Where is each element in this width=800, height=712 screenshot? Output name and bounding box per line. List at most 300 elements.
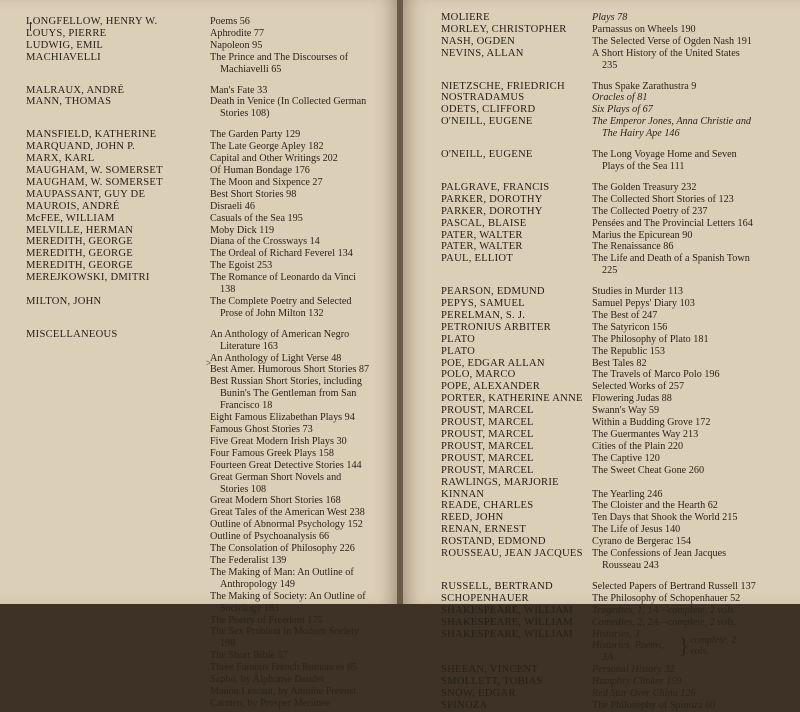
author-name: PERELMAN, S. J. [441,309,526,321]
entry-gap [26,76,397,85]
author-name: ODETS, CLIFFORD [441,104,536,116]
author-name: SPINOZA [441,699,488,711]
book-title: Studies in Murder 113 [592,286,684,298]
pencil-mark [30,22,35,31]
book-title: The Romance of Leonardo da Vinci 138 [210,272,357,296]
book-title: Great Tales of the American West 238 [210,507,365,519]
title-list [210,165,370,177]
author-name: NASH, OGDEN [441,35,515,47]
index-entry [441,676,800,688]
index-entry [441,358,800,370]
index-entry [26,189,397,201]
title-list [592,92,757,104]
index-entry [26,96,397,120]
index-entry [26,40,397,52]
index-entry [441,116,800,140]
book-title: Poems 56 [210,16,250,27]
author-name: MISCELLANEOUS [26,328,118,340]
title-list [592,116,757,140]
author-name: PEARSON, EDMUND [441,286,545,298]
book-title: The Cloister and the Hearth 62 [592,500,718,512]
title-list [592,429,757,441]
book-title: Plays 78 [592,12,628,23]
index-entry [441,182,800,194]
entry-gap [441,173,800,182]
title-list [592,149,757,173]
title-list [592,12,757,24]
title-list [210,141,370,153]
book-title: The Guermantes Way 213 [592,429,699,440]
author-name: REED, JOHN [441,512,504,524]
book-title: Red Star Over China 126 [592,688,696,700]
author-name: PASCAL, BLAISE [441,217,527,229]
index-entry [441,322,800,334]
index-entry [441,593,800,605]
book-title: The Philosophy of Schopenhauer 52 [592,592,741,604]
index-entry [26,153,397,165]
author-name: MEREDITH, GEORGE [26,248,133,260]
index-entry [441,149,800,173]
title-list [592,405,757,417]
book-title: The Selected Verse of Ogden Nash 191 [592,35,752,47]
index-entry [441,298,800,310]
index-entry [441,536,800,548]
author-name: NEVINS, ALLAN [441,47,524,59]
title-list [592,369,757,381]
title-list [592,688,757,700]
book-title: The Philosophy of Plato 181 [592,333,709,345]
book-title: Selected Works of 257 [592,381,685,393]
index-entry [441,405,800,417]
book-title: The Complete Poetry and Selected Prose of John Milton 132 [210,295,352,319]
author-name: PAUL, ELLIOT [441,253,514,265]
index-entry [26,329,397,710]
index-entry [441,92,800,104]
author-name: MEREDITH, GEORGE [26,236,133,248]
title-list [592,593,757,605]
index-entry [441,393,800,405]
brace-glyph: } [678,633,690,659]
brace-note: complete, 2 vols. [690,635,737,658]
title-list [592,524,757,536]
author-name: PROUST, MARCEL [441,440,534,452]
book-title: The Long Voyage Home and Seven Plays of the Sea 111 [592,149,737,172]
book-title: Best Russian Short Stories, including Bunin's The Gentleman from San Francisco 18 [210,376,362,412]
title-list [592,194,757,206]
author-name: KINNAN [441,488,485,500]
title-list [592,298,757,310]
index-entry [441,369,800,381]
right-page [403,0,800,711]
book-title: The Consolation of Philosophy 226 [210,543,355,555]
title-list [592,182,757,194]
title-list [592,617,757,629]
title-list [592,605,757,617]
author-name: PROUST, MARCEL [441,464,534,476]
title-list [592,500,757,512]
title-list [592,358,757,370]
book-title: Outline of Psychoanalysis 66 [210,531,330,543]
entry-gap [26,320,397,329]
title-list [592,381,757,393]
book-title: An Anthology of Light Verse 48 [210,352,342,364]
author-name: MANN, THOMAS [26,96,112,108]
book-title: Comedies, 2, 2A—complete, 2 vols. [592,616,737,628]
index-entry [26,201,397,213]
index-entry [26,260,397,272]
book-title: Tragedies, 1, 1A—complete, 2 vols. [592,604,737,616]
book-title: The Moon and Sixpence 27 [210,176,323,188]
index-entry [441,417,800,429]
index-entry [441,441,800,453]
book-title: Ten Days that Shook the World 215 [592,512,738,524]
book-title: Manon Lescaut, by Antoine Prevost [210,685,357,697]
book-title: The Emperor Jones, Anna Christie and The Hairy Ape 146 [592,116,752,140]
title-list [592,581,757,593]
title-list [592,286,757,298]
book-title: Moby Dick 119 [210,224,275,236]
author-name: ROUSSEAU, JEAN JACQUES [441,548,583,560]
index-entry [441,310,800,322]
index-entry [441,688,800,700]
author-name: MALRAUX, ANDRÉ [26,84,125,96]
title-list [592,441,757,453]
author-name: PROUST, MARCEL [441,405,534,417]
left-page [0,0,397,709]
author-name: MAUPASSANT, GUY DE [26,188,146,200]
title-list [592,393,757,405]
title-list [210,16,370,28]
author-name: LOUYS, PIERRE [26,27,107,39]
index-entry [441,334,800,346]
index-entry [26,85,397,97]
title-list [210,28,370,40]
index-entry [441,253,800,277]
index-entry [441,429,800,441]
book-title: Fourteen Great Detective Stories 144 [210,459,362,471]
title-list [210,189,370,201]
book-title: The Confessions of Jean Jacques Rousseau 243 [592,548,727,571]
index-entry [441,24,800,36]
author-name: MARX, KARL [26,153,95,165]
index-entry [26,296,397,320]
title-list [592,629,757,665]
book-title: Selected Papers of Bertrand Russell 137 [592,580,756,592]
book-title: Three Famous French Romances 85 [210,662,358,674]
title-list [592,453,757,465]
book-title: Histories, 3 [592,628,640,640]
book-title: The Philosophy of Spinoza 60 [592,699,716,711]
title-list [210,329,370,710]
title-list [592,230,757,242]
right-index-list [441,12,800,712]
book-title: Disraeli 46 [210,200,255,212]
book-title: Five Great Modern Irish Plays 30 [210,435,347,447]
index-entry [26,236,397,248]
index-entry [441,629,800,665]
title-list [210,153,370,165]
author-name: POLO, MARCO [441,369,516,381]
title-list [592,676,757,688]
index-entry [441,581,800,593]
index-entry [441,617,800,629]
author-name: MAUROIS, ANDRÉ [26,200,120,212]
index-entry [441,453,800,465]
book-title: The Life of Jesus 140 [592,524,681,536]
author-name: MAUGHAM, W. SOMERSET [26,164,163,176]
title-list [210,177,370,189]
author-name: ROSTAND, EDMOND [441,536,546,548]
index-entry [441,477,800,489]
index-entry [441,194,800,206]
title-list [592,465,757,477]
book-title: Death in Venice (In Collected German Stories 108) [210,96,367,120]
title-list [592,322,757,334]
author-name: O'NEILL, EUGENE [441,149,533,161]
title-list [210,52,370,76]
index-entry [441,524,800,536]
index-entry [26,52,397,76]
author-name: MILTON, JOHN [26,295,102,307]
book-title: Within a Budding Grove 172 [592,417,711,429]
index-entry [441,230,800,242]
book-title: The Collected Short Stories of 123 [592,193,734,205]
entry-gap [441,277,800,286]
index-entry [441,48,800,72]
author-name: PEPYS, SAMUEL [441,298,525,310]
author-name: MEREJKOWSKI, DMITRI [26,272,150,284]
index-entry [441,548,800,572]
index-entry [441,700,800,712]
book-title: Humphry Clinker 159 [592,676,682,688]
author-name: RAWLINGS, MARJORIE [441,476,559,488]
title-list [210,272,370,296]
index-entry [26,248,397,260]
author-name: SHAKESPEARE, WILLIAM [441,616,573,628]
book-title: The Renaissance 86 [592,241,674,253]
author-name: PLATO [441,345,476,357]
entry-gap [441,72,800,81]
title-list [210,296,370,320]
book-title: Histories, Poems, 3A [592,640,665,664]
book-title: Outline of Abnormal Psychology 152 [210,519,363,531]
title-list [210,260,370,272]
book-title: Samuel Pepys' Diary 103 [592,298,695,310]
book-title: The Federalist 139 [210,554,287,566]
title-list [592,548,757,572]
title-list [210,40,370,52]
book-title: Carmen, by Prosper Merimee [210,697,331,709]
author-name: PROUST, MARCEL [441,452,534,464]
book-title: The Garden Party 129 [210,129,301,141]
author-name: PLATO [441,333,476,345]
author-name: NIETZSCHE, FRIEDRICH [441,80,565,92]
book-title: The Collected Poetry of 237 [592,205,708,217]
title-list [592,417,757,429]
margin-arrow-mark: > [206,358,212,368]
index-entry [441,81,800,93]
left-index-list [26,16,397,710]
title-list [592,700,757,712]
title-list [592,536,757,548]
book-title: Oracles of 81 [592,92,648,104]
index-entry [26,28,397,40]
author-name: READE, CHARLES [441,500,534,512]
book-title: The Satyricon 156 [592,321,668,333]
book-title: Parnassus on Wheels 190 [592,23,696,35]
author-name: PORTER, KATHERINE ANNE [441,393,583,405]
title-list [592,241,757,253]
title-list [592,346,757,358]
author-name: SNOW, EDGAR [441,688,516,700]
author-name: SMOLLETT, TOBIAS [441,676,543,688]
book-title: Personal History 32 [592,664,675,676]
book-title: Four Famous Greek Plays 158 [210,447,334,459]
author-name: PETRONIUS ARBITER [441,321,551,333]
book-title: Flowering Judas 88 [592,393,672,405]
author-name: LUDWIG, EMIL [26,39,104,51]
book-title: Great Modern Short Stories 168 [210,495,341,507]
entry-gap [26,120,397,129]
author-name: SHEEAN, VINCENT [441,664,539,676]
title-list [592,206,757,218]
index-entry [441,381,800,393]
author-name: POE, EDGAR ALLAN [441,357,545,369]
book-title: The Short Bible 57 [210,650,288,662]
book-title: The Sweet Cheat Gone 260 [592,464,705,476]
book-title: Pensées and The Provincial Letters 164 [592,217,753,229]
title-list [592,104,757,116]
author-name: MARQUAND, JOHN P. [26,141,136,153]
author-name: PATER, WALTER [441,241,523,253]
index-entry [26,16,397,28]
book-title: The Prince and The Discourses of Machiavelli 65 [210,51,349,75]
title-list [210,213,370,225]
index-entry [26,225,397,237]
author-name: SCHOPENHAUER [441,592,529,604]
book-title: Capital and Other Writings 202 [210,153,338,165]
book-title: The Yearling 246 [592,488,663,500]
title-list [592,334,757,346]
index-entry [441,286,800,298]
index-entry [441,489,800,501]
index-entry [441,12,800,24]
book-title: Man's Fate 33 [210,84,268,96]
entry-gap [441,140,800,149]
title-list [210,225,370,237]
title-list [210,201,370,213]
book-title: The Egoist 253 [210,260,273,272]
index-entry [26,177,397,189]
author-name: MACHIAVELLI [26,51,101,63]
book-title: An Anthology of American Negro Literature 163 [210,328,350,352]
title-list [210,129,370,141]
book-title: Napoleon 95 [210,39,263,51]
book-title: A Short History of the United States 235 [592,47,740,71]
index-entry [441,465,800,477]
book-title: Of Human Bondage 176 [210,164,310,176]
title-list [592,36,757,48]
title-list [592,253,757,277]
book-title: Eight Famous Elizabethan Plays 94 [210,412,355,424]
author-name: SHAKESPEARE, WILLIAM [441,628,573,640]
index-entry [26,272,397,296]
book-title: The Republic 153 [592,345,665,357]
author-name: PROUST, MARCEL [441,429,534,440]
index-entry [441,218,800,230]
index-entry [441,36,800,48]
author-name: NOSTRADAMUS [441,92,525,104]
author-name: MANSFIELD, KATHERINE [26,129,157,141]
author-name: RUSSELL, BERTRAND [441,580,553,592]
book-title: The Travels of Marco Polo 196 [592,369,720,381]
title-list [592,218,757,230]
author-name: MEREDITH, GEORGE [26,260,133,272]
book-title: Diana of the Crossways 14 [210,236,320,248]
index-entry [441,104,800,116]
book-title: Casuals of the Sea 195 [210,212,303,224]
book-title: The Ordeal of Richard Feverel 134 [210,248,353,260]
author-name: PATER, WALTER [441,229,523,241]
title-list [592,310,757,322]
author-name: PARKER, DOROTHY [441,193,543,205]
book-title: Six Plays of 67 [592,104,653,116]
book-title: The Best of 247 [592,309,658,321]
book-title: Great German Short Novels and Stories 108 [210,471,342,495]
book-title: Marius the Epicurean 90 [592,229,693,241]
author-name: PALGRAVE, FRANCIS [441,181,550,193]
title-list [210,96,370,120]
entry-gap [441,572,800,581]
author-name: SHAKESPEARE, WILLIAM [441,604,573,616]
book-title: Best Amer. Humorous Short Stories 87 [210,364,370,376]
index-entry [441,512,800,524]
author-name: McFEE, WILLIAM [26,212,115,224]
author-name: PROUST, MARCEL [441,417,534,429]
book-title: The Poetry of Freedom 175 [210,614,323,626]
index-entry [26,213,397,225]
book-title: The Late George Apley 182 [210,141,324,153]
title-list [592,512,757,524]
book-title: Aphrodite 77 [210,27,265,39]
book-title: Best Tales 82 [592,357,647,369]
title-list [592,81,757,93]
index-entry [441,206,800,218]
author-name: MELVILLE, HERMAN [26,224,134,236]
author-name: O'NEILL, EUGENE [441,116,533,128]
title-list [592,24,757,36]
index-entry [26,141,397,153]
author-name: MOLIERE [441,12,490,23]
author-name: MAUGHAM, W. SOMERSET [26,176,163,188]
title-list [592,664,757,676]
book-title: Thus Spake Zarathustra 9 [592,80,697,92]
author-name: POPE, ALEXANDER [441,381,541,393]
book-title: Best Short Stories 98 [210,188,297,200]
index-entry [441,605,800,617]
book-title: Cities of the Plain 220 [592,440,684,452]
title-list [592,48,757,72]
book-title: The Making of Society: An Outline of Sociology 183 [210,590,366,614]
book-title: The Life and Death of a Spanish Town 225 [592,253,750,277]
title-list [210,85,370,97]
index-entry [26,165,397,177]
index-entry [441,500,800,512]
title-list [592,489,757,501]
book-title: The Sex Problem in Modern Society 198 [210,626,360,650]
index-entry [26,129,397,141]
author-name: RENAN, ERNEST [441,524,527,536]
